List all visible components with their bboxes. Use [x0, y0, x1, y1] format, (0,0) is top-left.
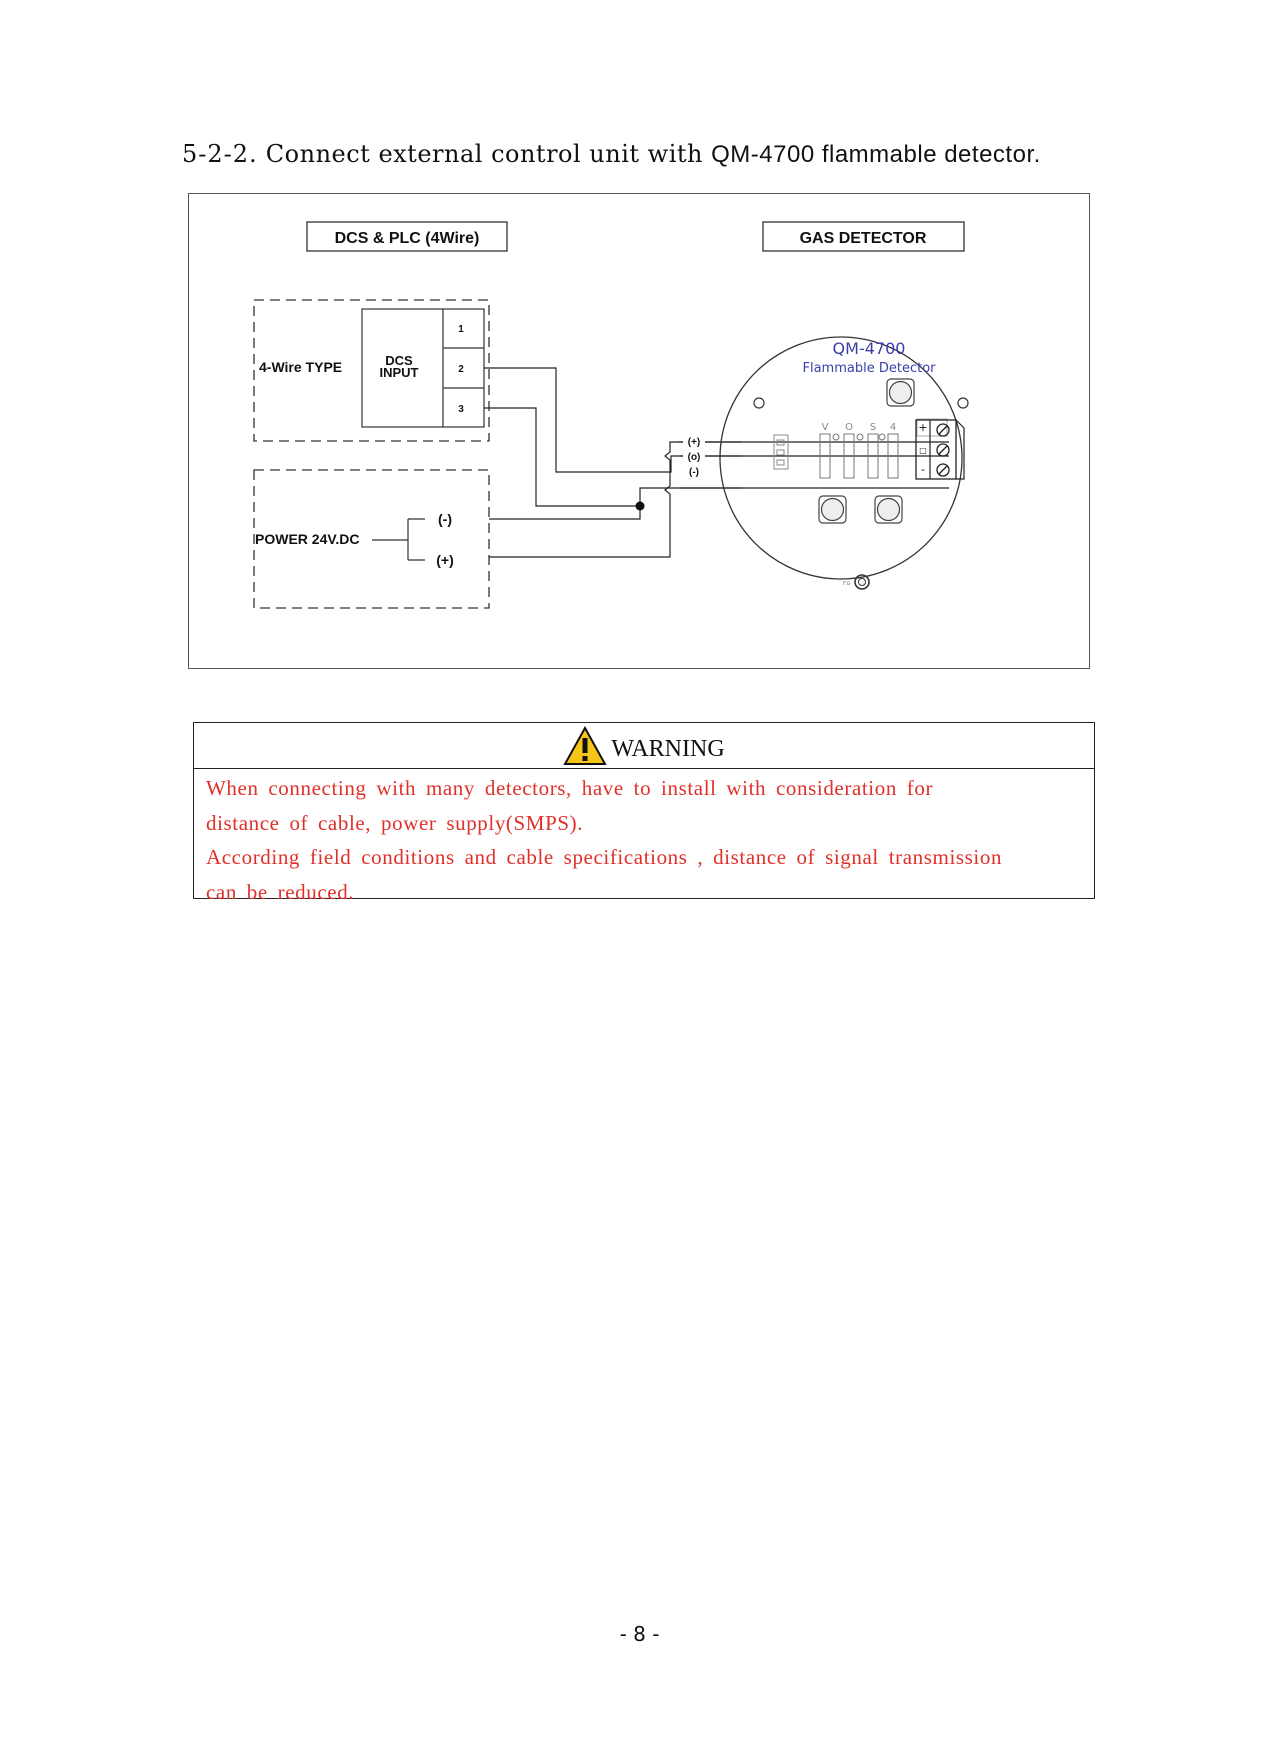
section-heading-text: Connect external control unit with — [265, 140, 703, 168]
page-number: - 8 - — [619, 1622, 660, 1646]
section-number: 5-2-2. — [182, 140, 258, 168]
terminal-3: 3 — [458, 404, 464, 415]
wire-label-signal: (o) — [687, 452, 701, 463]
board-letter-o: O — [845, 422, 853, 433]
terminal-sign-minus: - — [921, 463, 925, 476]
warning-box — [193, 722, 1095, 904]
gas-detector-title: GAS DETECTOR — [799, 230, 927, 247]
dcs-input-line2: INPUT — [379, 365, 419, 380]
power-plus-label: (+) — [436, 552, 454, 568]
wiring-diagram — [188, 193, 1090, 669]
mount-hole-left — [754, 398, 764, 408]
warning-title: WARNING — [611, 736, 725, 762]
detector-buttons — [819, 379, 914, 523]
fg-label: F.G — [843, 581, 851, 587]
wiring-lines — [484, 368, 949, 557]
board-letter-s: S — [869, 422, 877, 433]
section-heading-bold: QM-4700 flammable detector. — [711, 141, 1041, 168]
terminal-sign-plus: + — [918, 421, 928, 434]
wiring-diagram-svg — [189, 194, 1089, 668]
mount-hole-right — [958, 398, 968, 408]
terminal-2: 2 — [458, 364, 464, 375]
detector-name: Flammable Detector — [802, 361, 936, 376]
terminal-1: 1 — [458, 324, 464, 335]
dcs-plc-title: DCS & PLC (4Wire) — [334, 230, 480, 247]
board-letter-4: 4 — [889, 422, 897, 433]
warning-body — [194, 769, 1094, 909]
terminal-sign-signal: □ — [919, 446, 927, 455]
section-heading — [182, 140, 1182, 169]
board-letter-v: V — [821, 422, 829, 433]
warning-triangle-icon — [563, 726, 607, 766]
power-label: POWER 24V.DC — [255, 531, 360, 547]
power-minus-label: (-) — [438, 511, 452, 527]
warning-header — [194, 723, 1094, 769]
warning-line: When connecting with many detectors, have to install with consideration for — [206, 776, 934, 800]
warning-line: distance of cable, power supply(SMPS). — [206, 810, 584, 835]
wire-label-plus: (+) — [687, 437, 701, 448]
warning-line: According field conditions and cable specifications , distance of signal transmission — [206, 845, 1003, 869]
detector-model: QM-4700 — [832, 339, 906, 358]
warning-line: can be reduced. — [206, 879, 355, 904]
wire-type-label: 4-Wire TYPE — [259, 359, 343, 375]
sensor-connector — [774, 435, 788, 469]
dcs-input-line1: DCS — [385, 353, 413, 368]
wire-label-minus: (-) — [689, 467, 699, 478]
wire-junction-dot — [636, 502, 645, 511]
